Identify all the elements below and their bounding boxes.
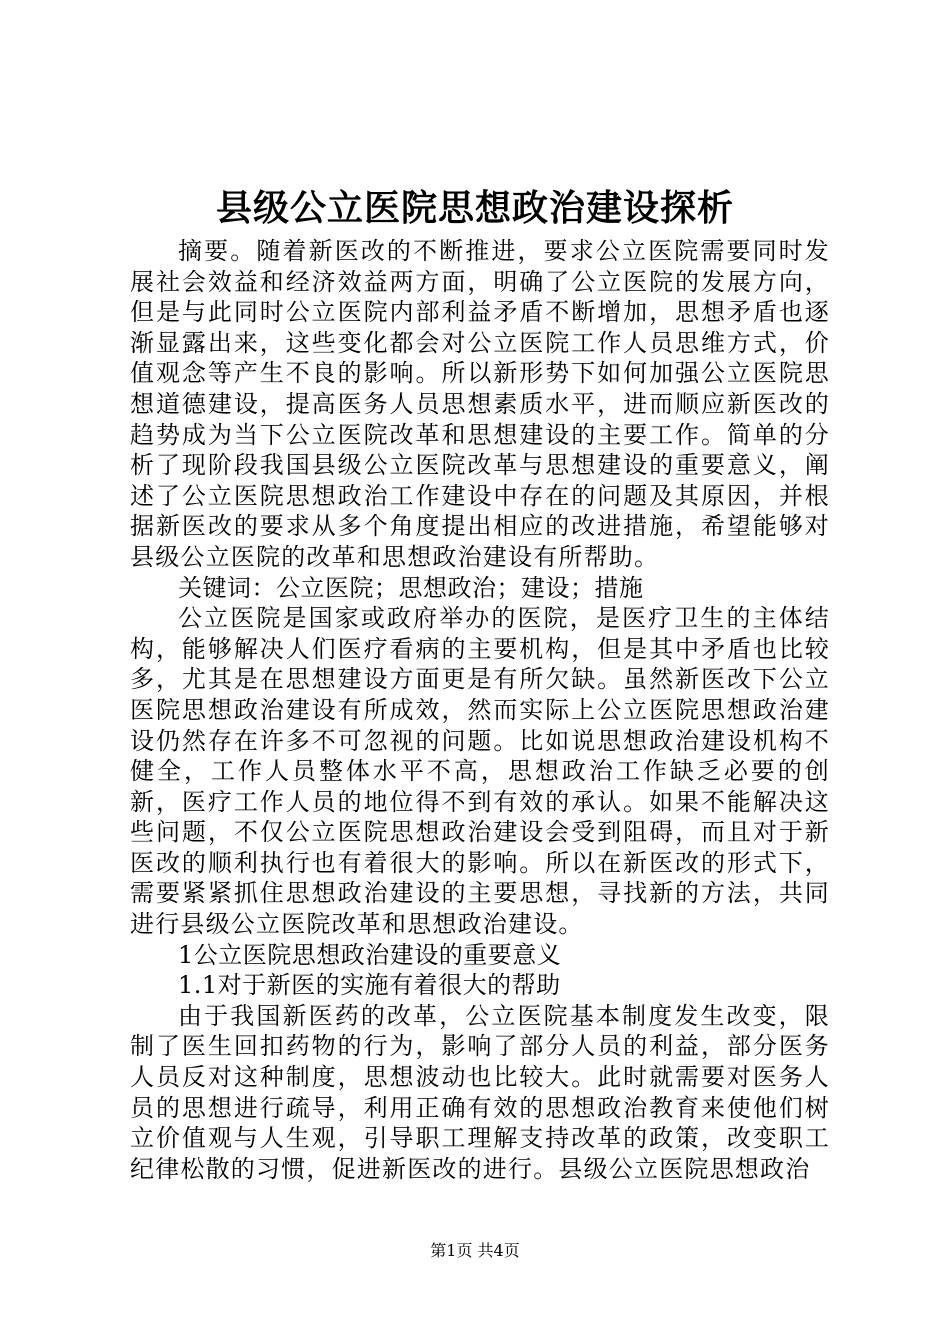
subsection-heading-1-1: 1.1对于新医的实施有着很大的帮助	[178, 971, 561, 1000]
page-footer: 第1页 共4页	[430, 1241, 520, 1260]
abstract-paragraph: 摘要。随着新医改的不断推进，要求公立医院需要同时发展社会效益和经济效益两方面，明确了公立医院的发展方向，但是与此同时公立医院内部利益矛盾不断增加，思想矛盾也逐渐显露出来，这些变化都会对公立医院工作人员思维方式，价值观念等产生不良的影响。所以新形势下如何加强公立医院思想道德建设，提高医务人员思想素质水平，进而顺应新医改的趋势成为当下公立医院改革和思想建设的主要工作。简单的分析了现阶段我国县级公立医院改革与思想建设的重要意义，阐述了公立医院思想政治工作建设中存在的问题及其原因，并根据新医改的要求从多个角度提出相应的改进措施，希望能够对县级公立医院的改革和思想政治建设有所帮助。	[130, 237, 830, 571]
section-heading-1: 1公立医院思想政治建设的重要意义	[178, 940, 562, 969]
intro-paragraph: 公立医院是国家或政府举办的医院，是医疗卫生的主体结构，能够解决人们医疗看病的主要机构，但是其中矛盾也比较多，尤其是在思想建设方面更是有所欠缺。虽然新医改下公立医院思想政治建设有所成效，然而实际上公立医院思想政治建设仍然存在许多不可忽视的问题。比如说思想政治建设机构不健全，工作人员整体水平不高，思想政治工作缺乏必要的创新，医疗工作人员的地位得不到有效的承认。如果不能解决这些问题，不仅公立医院思想政治建设会受到阻碍，而且对于新医改的顺利执行也有着很大的影响。所以在新医改的形式下，需要紧紧抓住思想政治建设的主要思想，寻找新的方法，共同进行县级公立医院改革和思想政治建设。	[130, 604, 830, 939]
document-title: 县级公立医院思想政治建设探析	[215, 187, 734, 229]
keywords-line: 关键词：公立医院；思想政治；建设；措施	[178, 573, 644, 602]
section-paragraph: 由于我国新医药的改革，公立医院基本制度发生改变，限制了医生回扣药物的行为，影响了部分人员的利益，部分医务人员反对这种制度，思想波动也比较大。此时就需要对医务人员的思想进行疏导，利用正确有效的思想政治教育来使他们树立价值观与人生观，引导职工理解支持改革的政策，改变职工纪律松散的习惯，促进新医改的进行。县级公立医院思想政治	[130, 1001, 830, 1183]
document-body	[130, 236, 830, 1184]
